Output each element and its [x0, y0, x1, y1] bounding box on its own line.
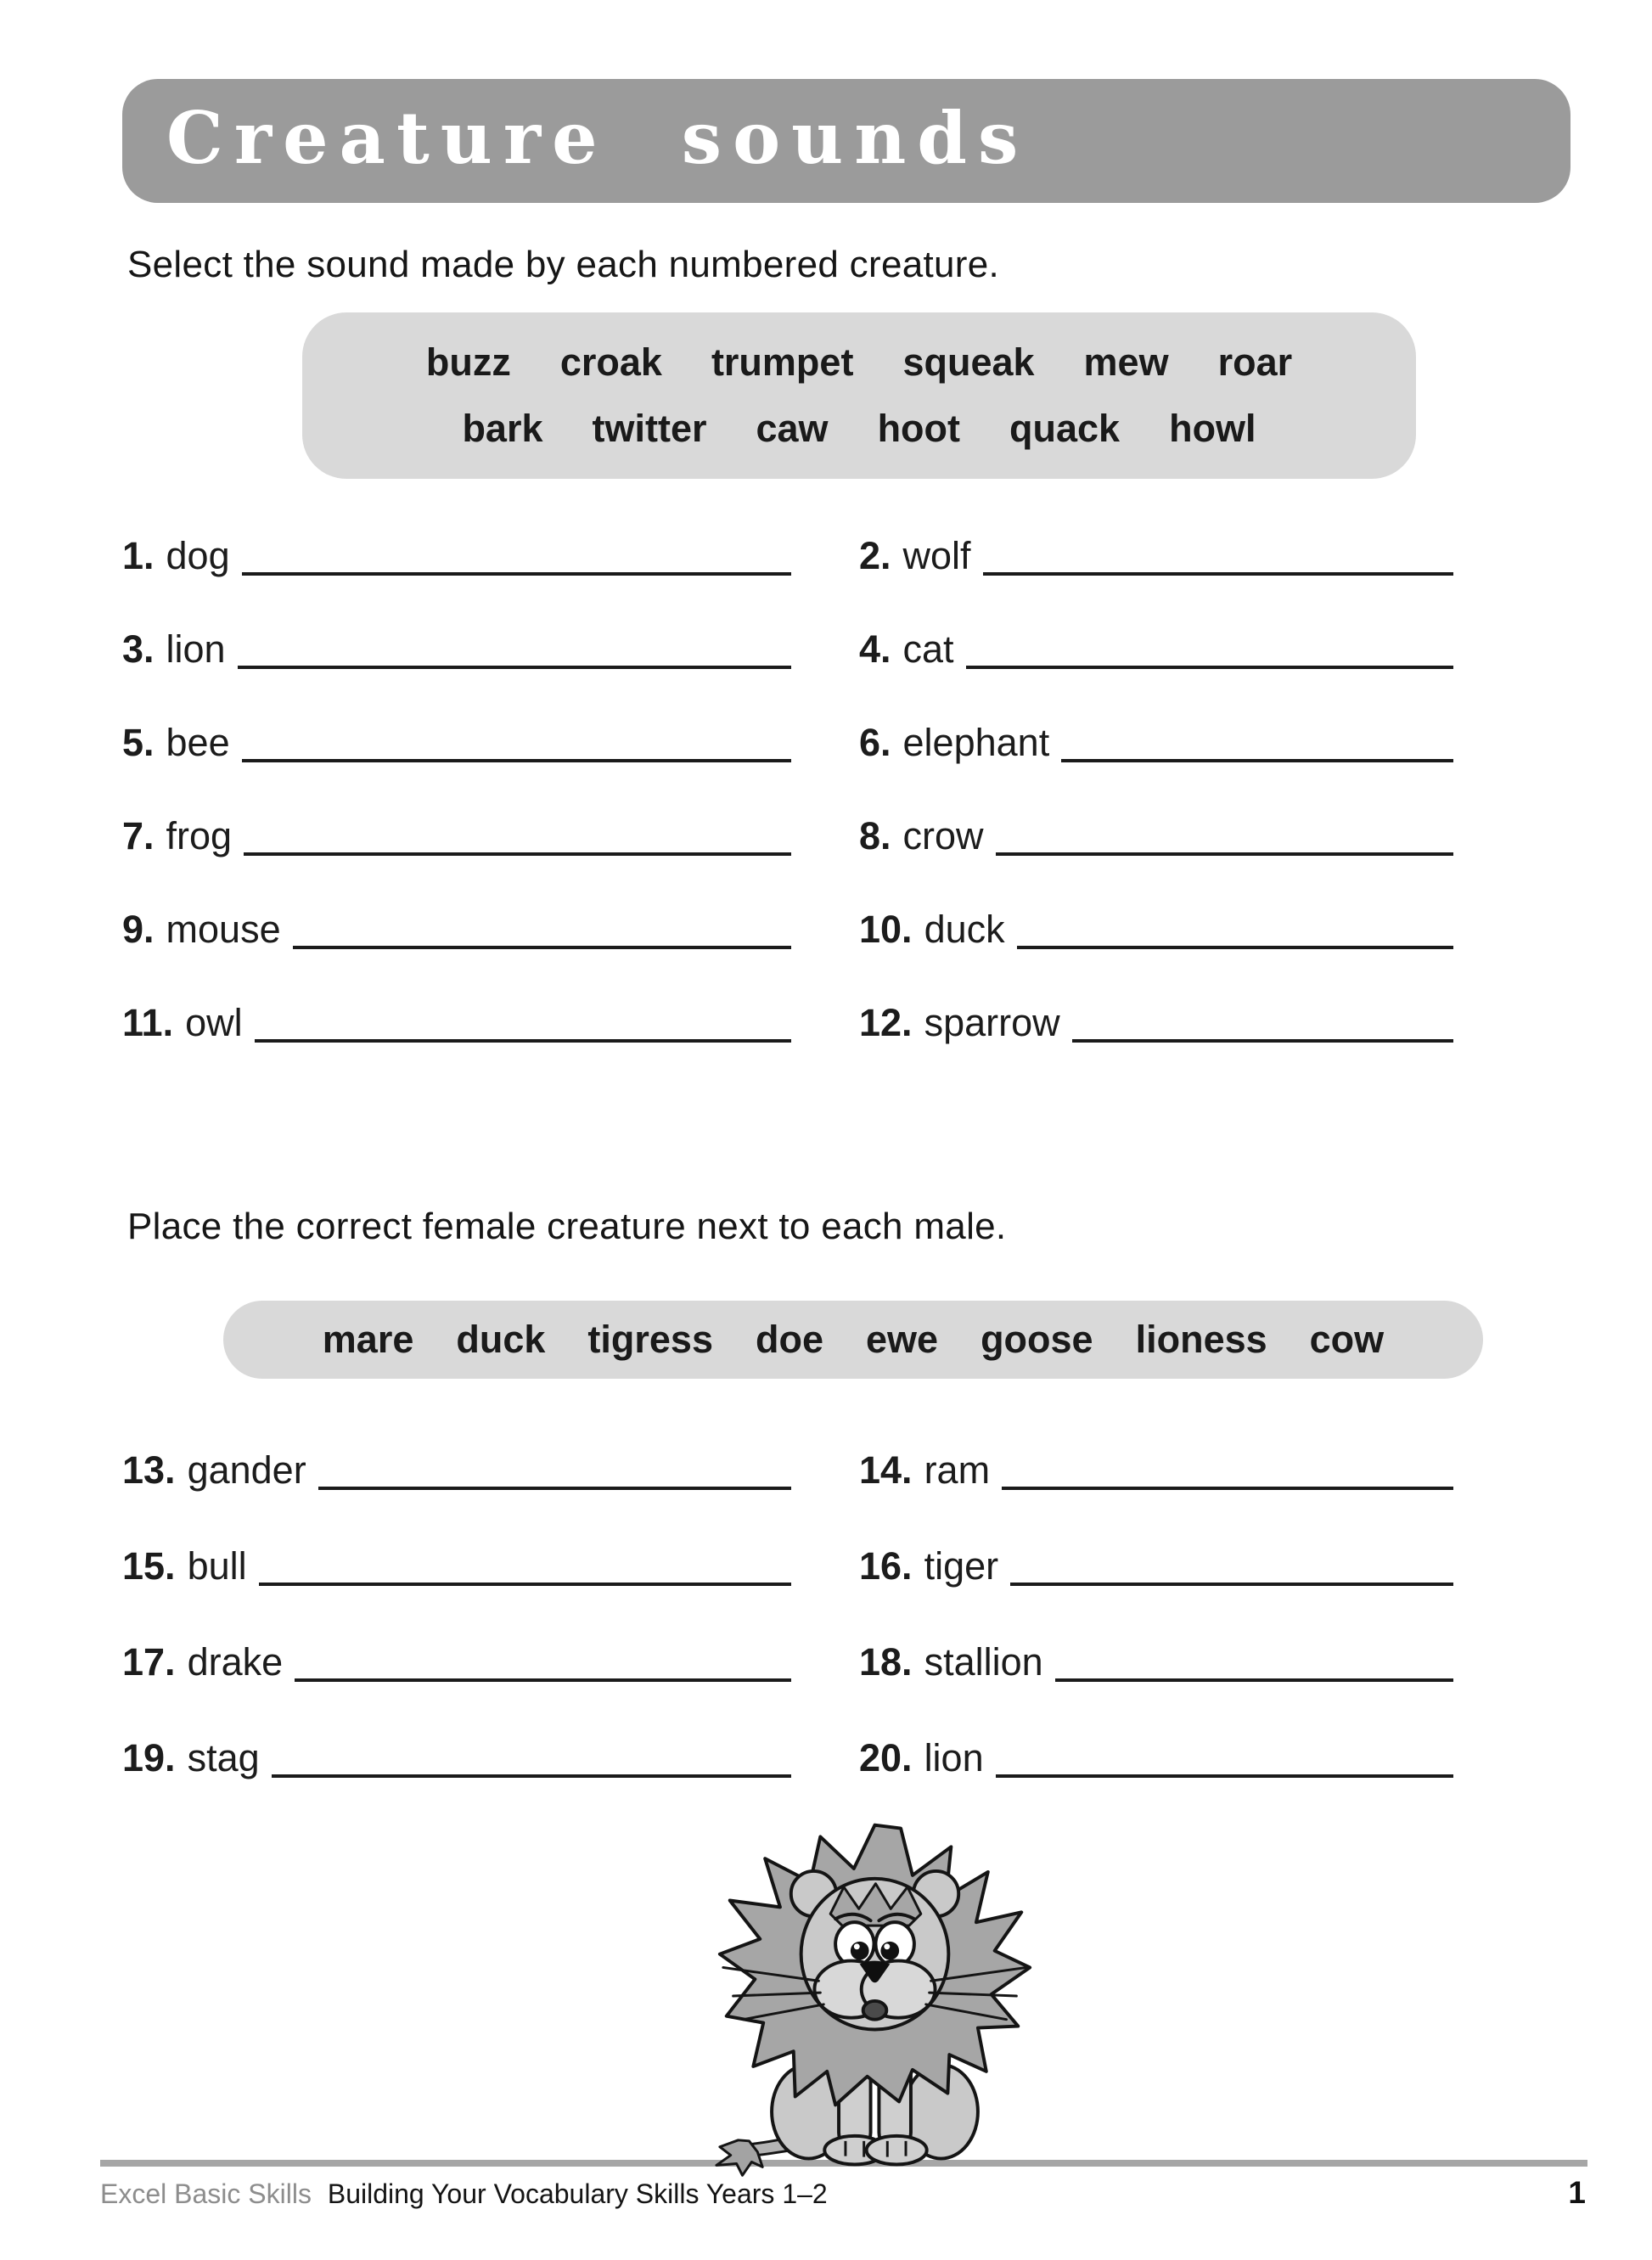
item-label: bee [166, 720, 230, 764]
answer-blank[interactable] [983, 564, 1453, 576]
answer-blank[interactable] [1017, 937, 1453, 949]
item-label: bull [187, 1543, 247, 1588]
item-number: 12. [859, 1000, 913, 1044]
word-bank-word: caw [756, 407, 829, 450]
item-7 [122, 762, 791, 856]
word-bank-word: goose [981, 1318, 1093, 1361]
item-19 [122, 1682, 791, 1778]
word-bank-word: trumpet [711, 340, 854, 384]
item-number: 3. [122, 627, 155, 671]
item-4 [859, 576, 1453, 669]
item-number: 7. [122, 813, 155, 857]
instruction-sounds: Select the sound made by each numbered creature. [127, 244, 1000, 285]
items-sounds [122, 482, 1453, 1043]
item-number: 2. [859, 533, 891, 577]
item-label: stag [187, 1735, 260, 1779]
item-label: drake [187, 1639, 284, 1684]
item-20 [859, 1682, 1453, 1778]
item-number: 16. [859, 1543, 913, 1588]
word-bank-row-1 [426, 340, 1292, 385]
answer-blank[interactable] [318, 1478, 791, 1490]
word-bank-word: lioness [1135, 1318, 1267, 1361]
word-bank-word: tigress [587, 1318, 713, 1361]
item-label: gander [187, 1448, 306, 1492]
item-number: 6. [859, 720, 891, 764]
item-label: stallion [924, 1639, 1043, 1684]
item-number: 8. [859, 813, 891, 857]
word-bank-females [223, 1301, 1483, 1379]
item-label: lion [924, 1735, 984, 1779]
item-label: crow [902, 813, 984, 857]
page-number: 1 [1568, 2175, 1586, 2210]
item-15 [122, 1490, 791, 1586]
answer-blank[interactable] [244, 844, 791, 856]
item-label: mouse [166, 907, 281, 951]
item-8 [859, 762, 1453, 856]
item-label: lion [166, 627, 226, 671]
item-6 [859, 669, 1453, 762]
word-bank-word: hoot [877, 407, 961, 450]
title-bar [122, 79, 1571, 203]
word-bank-word: doe [755, 1318, 823, 1361]
answer-blank[interactable] [1055, 1670, 1453, 1682]
item-label: cat [902, 627, 954, 671]
item-number: 19. [122, 1735, 176, 1779]
word-bank-word: twitter [592, 407, 707, 450]
word-bank-word: howl [1169, 407, 1256, 450]
item-11 [122, 949, 791, 1043]
lion-muzzle [814, 1961, 935, 2020]
item-17 [122, 1586, 791, 1682]
answer-blank[interactable] [272, 1766, 791, 1778]
lion-illustration [711, 1819, 1038, 2178]
items-females [122, 1394, 1453, 1778]
lion-fringe [830, 1884, 921, 1925]
word-bank-word: duck [456, 1318, 546, 1361]
item-18 [859, 1586, 1453, 1682]
item-number: 14. [859, 1448, 913, 1492]
item-number: 9. [122, 907, 155, 951]
answer-blank[interactable] [996, 844, 1453, 856]
item-label: elephant [902, 720, 1050, 764]
item-label: owl [185, 1000, 243, 1044]
item-16 [859, 1490, 1453, 1586]
answer-blank[interactable] [1072, 1031, 1453, 1043]
footer-series: Excel Basic Skills [100, 2178, 312, 2209]
word-bank-word: croak [559, 340, 662, 384]
answer-blank[interactable] [259, 1574, 791, 1586]
word-bank-word: squeak [902, 340, 1035, 384]
item-2 [859, 482, 1453, 576]
item-number: 17. [122, 1639, 176, 1684]
word-bank-word: mew [1083, 340, 1169, 384]
item-3 [122, 576, 791, 669]
answer-blank[interactable] [242, 564, 791, 576]
item-1 [122, 482, 791, 576]
item-label: sparrow [924, 1000, 1060, 1044]
item-12 [859, 949, 1453, 1043]
word-bank-row [323, 1318, 1384, 1362]
word-bank-row-2 [462, 407, 1256, 451]
answer-blank[interactable] [996, 1766, 1453, 1778]
word-bank-word: mare [322, 1318, 414, 1361]
instruction-females: Place the correct female creature next to each male. [127, 1206, 1007, 1247]
footer [100, 2178, 828, 2210]
word-bank-sounds [302, 312, 1416, 479]
word-bank-word: cow [1309, 1318, 1385, 1361]
item-number: 15. [122, 1543, 176, 1588]
item-label: frog [166, 813, 233, 857]
item-label: wolf [902, 533, 971, 577]
page-title: Creature sounds [166, 95, 1030, 180]
answer-blank[interactable] [238, 657, 791, 669]
answer-blank[interactable] [1061, 751, 1453, 762]
item-number: 13. [122, 1448, 176, 1492]
item-label: dog [166, 533, 230, 577]
answer-blank[interactable] [1010, 1574, 1453, 1586]
item-number: 18. [859, 1639, 913, 1684]
item-number: 11. [122, 1000, 174, 1044]
item-label: tiger [924, 1543, 999, 1588]
answer-blank[interactable] [966, 657, 1453, 669]
item-number: 4. [859, 627, 891, 671]
item-number: 5. [122, 720, 155, 764]
answer-blank[interactable] [242, 751, 791, 762]
answer-blank[interactable] [293, 937, 791, 949]
word-bank-word: buzz [425, 340, 511, 384]
word-bank-word: ewe [866, 1318, 939, 1361]
item-14 [859, 1394, 1453, 1490]
answer-blank[interactable] [295, 1670, 791, 1682]
item-10 [859, 856, 1453, 949]
word-bank-word: quack [1009, 407, 1121, 450]
item-5 [122, 669, 791, 762]
footer-book-title: Building Your Vocabulary Skills Years 1–2 [327, 2178, 828, 2209]
item-label: duck [924, 907, 1005, 951]
item-13 [122, 1394, 791, 1490]
item-9 [122, 856, 791, 949]
item-number: 1. [122, 533, 155, 577]
item-label: ram [924, 1448, 991, 1492]
item-number: 20. [859, 1735, 913, 1779]
word-bank-word: roar [1217, 340, 1293, 384]
answer-blank[interactable] [255, 1031, 791, 1043]
word-bank-word: bark [462, 407, 543, 450]
answer-blank[interactable] [1002, 1478, 1453, 1490]
item-number: 10. [859, 907, 913, 951]
